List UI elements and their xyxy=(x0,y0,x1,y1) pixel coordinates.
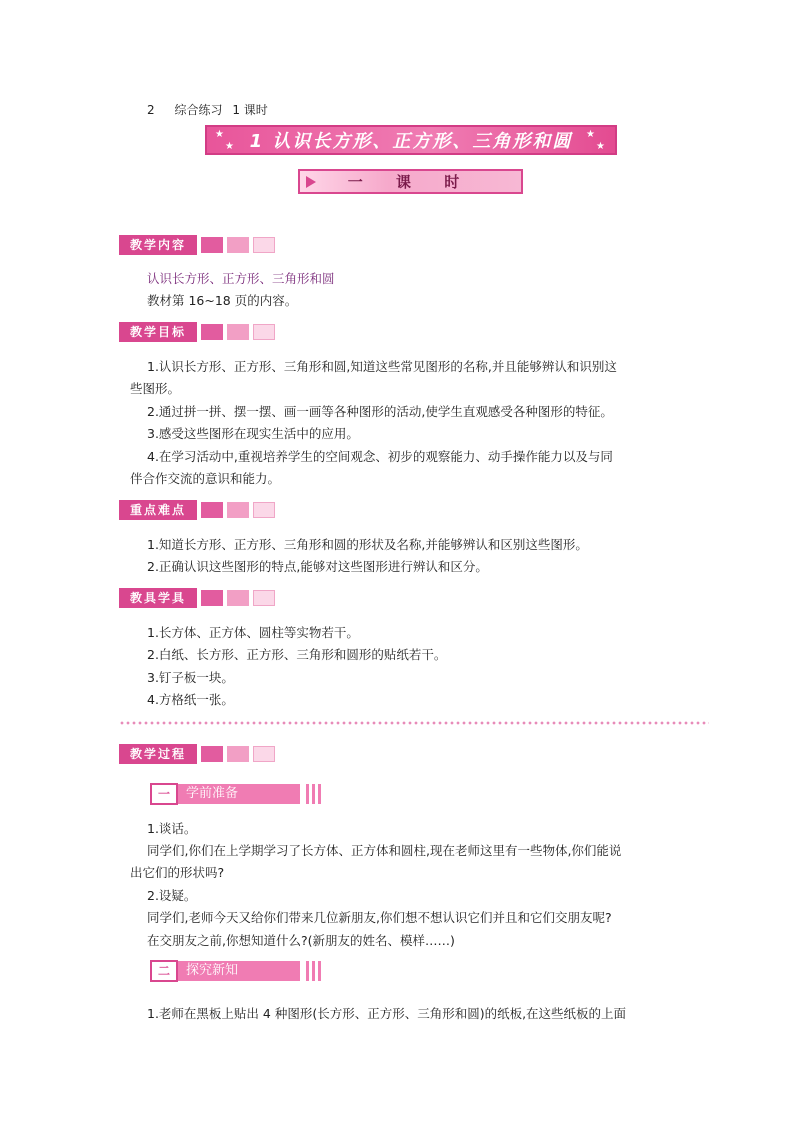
key-line: 2.正确认识这些图形的特点,能够对这些图形进行辨认和区分。 xyxy=(147,559,488,574)
star-icon: ★ xyxy=(215,129,226,140)
goal-line: 伴合作交流的意识和能力。 xyxy=(130,471,281,486)
goal-line: 4.在学习活动中,重视培养学生的空间观念、初步的观察能力、动手操作能力以及与同 xyxy=(147,449,613,464)
key-line: 1.知道长方形、正方形、三角形和圆的形状及名称,并能够辨认和区别这些图形。 xyxy=(147,537,588,552)
unit-number: 2 xyxy=(147,103,155,117)
process-line: 1.谈话。 xyxy=(147,821,197,836)
content-topic: 认识长方形、正方形、三角形和圆 xyxy=(147,271,335,286)
section-content-header xyxy=(119,235,275,255)
process-line: 2.设疑。 xyxy=(147,888,197,903)
lesson-banner xyxy=(298,169,523,194)
step-label: 探究新知 xyxy=(178,961,300,981)
section-label: 教学内容 xyxy=(119,235,197,255)
process-line: 在交朋友之前,你想知道什么?(新朋友的姓名、模样……) xyxy=(147,933,455,948)
star-icon: ★ xyxy=(596,141,607,152)
step-explore xyxy=(150,961,321,981)
tool-line: 4.方格纸一张。 xyxy=(147,692,234,707)
goal-line: 3.感受这些图形在现实生活中的应用。 xyxy=(147,426,359,441)
goal-line: 2.通过拼一拼、摆一摆、画一画等各种图形的活动,使学生直观感受各种图形的特征。 xyxy=(147,404,613,419)
section-label: 重点难点 xyxy=(119,500,197,520)
unit-hours: 1 课时 xyxy=(232,103,268,117)
section-goals-header xyxy=(119,322,275,342)
unit-line xyxy=(147,101,268,118)
goal-line: 些图形。 xyxy=(130,381,181,396)
dotted-divider xyxy=(119,720,709,726)
section-tools-header xyxy=(119,588,275,608)
section-label: 教具学具 xyxy=(119,588,197,608)
triangle-icon xyxy=(306,176,316,188)
step-prepare xyxy=(150,784,321,804)
title-banner xyxy=(205,125,617,155)
star-icon: ★ xyxy=(586,129,597,140)
section-label: 教学目标 xyxy=(119,322,197,342)
step-number: 二 xyxy=(150,960,178,982)
section-key-header xyxy=(119,500,275,520)
step-number: 一 xyxy=(150,783,178,805)
tool-line: 2.白纸、长方形、正方形、三角形和圆形的贴纸若干。 xyxy=(147,647,447,662)
tool-line: 1.长方体、正方体、圆柱等实物若干。 xyxy=(147,625,359,640)
goal-line: 1.认识长方形、正方形、三角形和圆,知道这些常见图形的名称,并且能够辨认和识别这 xyxy=(147,359,617,374)
page-title: 1 认识长方形、正方形、三角形和圆 xyxy=(249,131,573,152)
content-pages: 教材第 16~18 页的内容。 xyxy=(147,293,298,308)
unit-name: 综合练习 xyxy=(174,103,223,117)
tool-line: 3.钉子板一块。 xyxy=(147,670,234,685)
process-line: 1.老师在黑板上贴出 4 种图形(长方形、正方形、三角形和圆)的纸板,在这些纸板的上面 xyxy=(147,1006,627,1021)
section-process-header xyxy=(119,744,275,764)
lesson-title: 一 课 时 xyxy=(347,173,474,191)
process-line: 出它们的形状吗? xyxy=(130,865,225,880)
section-label: 教学过程 xyxy=(119,744,197,764)
step-label: 学前准备 xyxy=(178,784,300,804)
process-line: 同学们,你们在上学期学习了长方体、正方体和圆柱,现在老师这里有一些物体,你们能说 xyxy=(147,843,622,858)
star-icon: ★ xyxy=(225,141,236,152)
process-line: 同学们,老师今天又给你们带来几位新朋友,你们想不想认识它们并且和它们交朋友呢? xyxy=(147,910,612,925)
